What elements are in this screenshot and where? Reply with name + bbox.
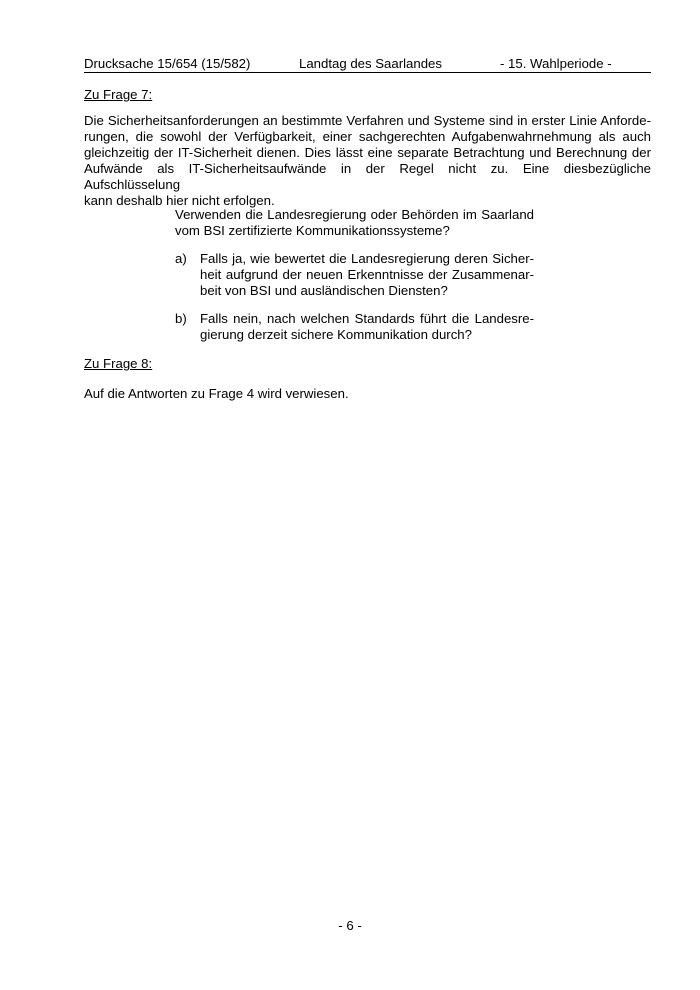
- question-8-item-a: [175, 251, 534, 299]
- item-line: heit aufgrund der neuen Erkenntnisse der Zusammenar-: [200, 267, 534, 282]
- answer-7-line: Die Sicherheitsanforderungen an bestimmte Verfahren und Systeme sind in erster Linie Anforde-: [84, 113, 651, 128]
- item-line: Falls nein, nach welchen Standards führt die Landesre-: [200, 311, 534, 326]
- page-header: [84, 56, 651, 73]
- item-marker: a): [175, 251, 187, 266]
- answer-7-line: gleichzeitig der IT-Sicherheit dienen. Dies lässt eine separate Betrachtung und Berechnung der: [84, 145, 651, 160]
- question-8-line: vom BSI zertifizierte Kommunikationssysteme?: [175, 223, 450, 238]
- item-line: Falls ja, wie bewertet die Landesregierung deren Sicher-: [200, 251, 534, 266]
- answer-7-line: Aufwände als IT-Sicherheitsaufwände in der Regel nicht zu. Eine diesbezügliche Aufschlüsselung: [84, 161, 651, 192]
- question-8-line: Verwenden die Landesregierung oder Behörden im Saarland: [175, 207, 534, 222]
- answer-7-heading: Zu Frage 7:: [84, 87, 153, 102]
- item-line: gierung derzeit sichere Kommunikation durch?: [200, 327, 472, 342]
- answer-8-text: Auf die Antworten zu Frage 4 wird verwiesen.: [84, 386, 349, 401]
- legislative-period: - 15. Wahlperiode -: [500, 56, 612, 71]
- page-number: - 6 -: [338, 918, 362, 933]
- item-marker: b): [175, 311, 187, 326]
- item-text: [200, 251, 534, 299]
- answer-8-heading: Zu Frage 8:: [84, 356, 153, 371]
- question-8-item-b: [175, 311, 534, 343]
- answer-7-paragraph: [84, 113, 651, 209]
- answer-7-line: rungen, die sowohl der Verfügbarkeit, einer sachgerechten Aufgabenwahrnehmung als auch: [84, 129, 651, 144]
- question-8-text: [175, 207, 534, 239]
- parliament-name: Landtag des Saarlandes: [299, 56, 442, 71]
- document-number: Drucksache 15/654 (15/582): [84, 56, 251, 71]
- answer-7-line: kann deshalb hier nicht erfolgen.: [84, 193, 275, 208]
- item-text: [200, 311, 534, 343]
- item-line: beit von BSI und ausländischen Diensten?: [200, 283, 448, 298]
